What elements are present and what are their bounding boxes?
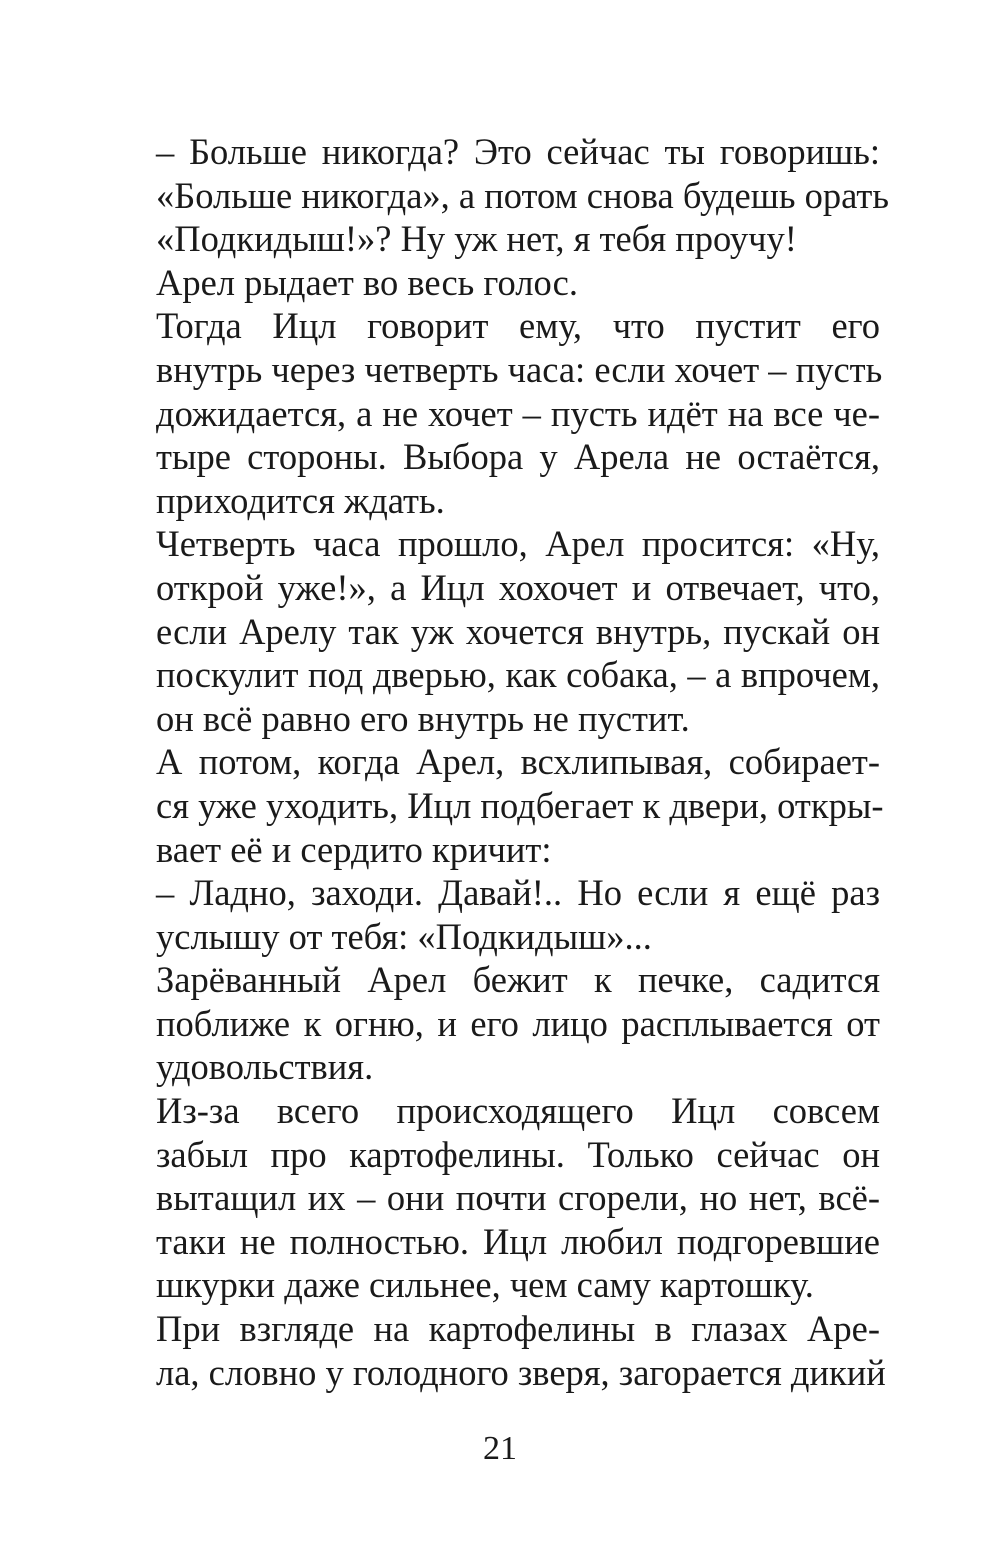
text-line: услышу от тебя: «Подкидыш»...: [156, 915, 652, 957]
text-line: Зарёванный Арел бежит к печке, садится: [156, 959, 880, 1001]
text-line: таки не полностью. Ицл любил подгоревшие: [156, 1220, 880, 1262]
text-line: внутрь через четверть часа: если хочет – пусть: [156, 348, 883, 390]
text-line: поближе к огню, и его лицо расплывается от: [156, 1002, 880, 1044]
text-line: – Ладно, заходи. Давай!.. Но если я ещё раз: [156, 872, 880, 914]
paragraph: [118, 522, 880, 740]
paragraph: [118, 261, 880, 305]
text-line: поскулит под дверью, как собака, – а впрочем,: [156, 654, 880, 696]
text-line: Четверть часа прошло, Арел просится: «Ну,: [156, 523, 880, 565]
paragraph: [118, 304, 883, 522]
text-line: «Больше никогда», а потом снова будешь орать: [156, 174, 889, 216]
text-line: Из-за всего происходящего Ицл совсем: [156, 1090, 880, 1132]
text-line: «Подкидыш!»? Ну уж нет, я тебя проучу!: [156, 218, 797, 260]
text-line: приходится ждать.: [156, 479, 445, 521]
text-line: шкурки даже сильнее, чем саму картошку.: [156, 1264, 814, 1306]
page-number: 21: [483, 1430, 517, 1467]
text-line: При взгляде на картофелины в глазах Аре-: [156, 1308, 880, 1350]
text-line: он всё равно его внутрь не пустит.: [156, 697, 690, 739]
text-line: ла, словно у голодного зверя, загорается дикий: [156, 1351, 886, 1393]
text-line: Тогда Ицл говорит ему, что пустит его: [156, 305, 880, 347]
text-line: открой уже!», а Ицл хохочет и отвечает, что,: [156, 566, 880, 608]
paragraph: [118, 1307, 886, 1394]
paragraph: [118, 1089, 880, 1307]
text-line: дожидается, а не хочет – пусть идёт на все че-: [156, 392, 880, 434]
paragraph: [118, 740, 884, 871]
text-line: удовольствия.: [156, 1046, 374, 1088]
text-line: – Больше никогда? Это сейчас ты говоришь:: [156, 131, 880, 172]
paragraph: [118, 130, 889, 261]
paragraph: [118, 871, 880, 958]
paragraph: [118, 958, 880, 1089]
text-line: Арел рыдает во весь голос.: [156, 261, 578, 303]
text-line: вает её и сердито кричит:: [156, 828, 552, 870]
text-line: ся уже уходить, Ицл подбегает к двери, откры-: [156, 784, 884, 826]
text-line: забыл про картофелины. Только сейчас он: [156, 1133, 880, 1175]
text-line: тыре стороны. Выбора у Арела не остаётся,: [156, 436, 880, 478]
text-line: вытащил их – они почти сгорели, но нет, всё-: [156, 1177, 880, 1219]
text-line: А потом, когда Арел, всхлипывая, собирает-: [156, 741, 880, 783]
body-text: [118, 130, 889, 1394]
text-line: если Арелу так уж хочется внутрь, пускай он: [156, 610, 880, 652]
